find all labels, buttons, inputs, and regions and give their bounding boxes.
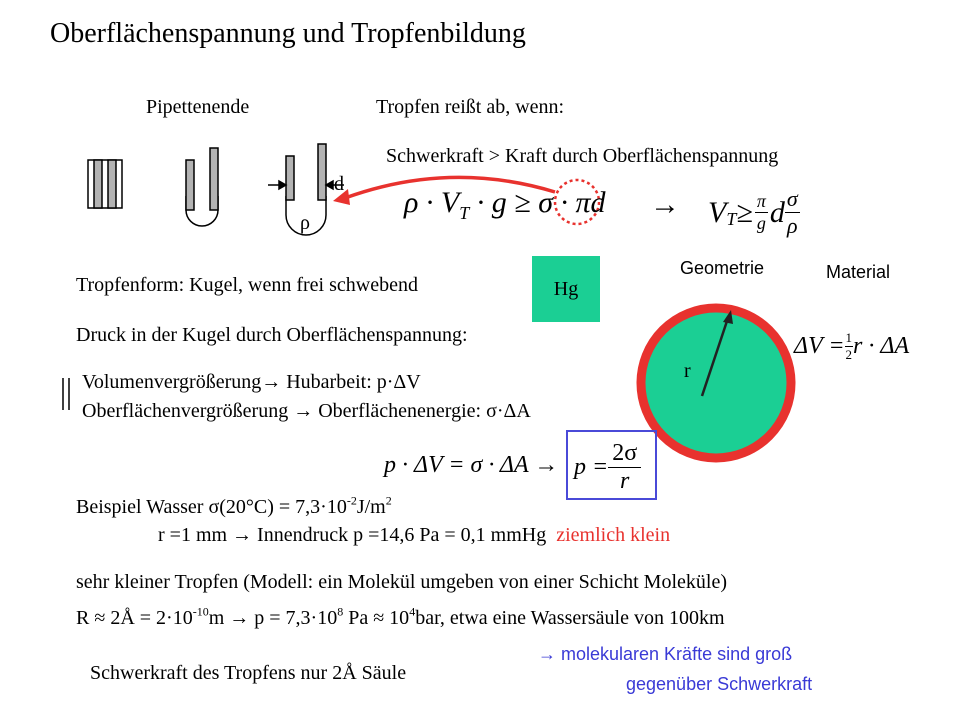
ziemlich-klein: ziemlich klein <box>556 524 671 546</box>
radius-label: r <box>684 360 691 382</box>
druck-text: Druck in der Kugel durch Oberflächenspannung: <box>76 324 468 346</box>
pipettenende-label: Pipettenende <box>146 96 250 118</box>
pipette-2 <box>186 148 218 226</box>
pressure-result: p = $\frac{2\sigma}{r}$ <box>574 440 641 495</box>
oberflaeche-text: Oberflächenvergrößerung → Oberflächenenergie: σ·ΔA <box>82 400 531 422</box>
page-title: Oberflächenspannung und Tropfenbildung <box>50 18 526 49</box>
r1mm-text: r =1 mm → Innendruck p =14,6 Pa = 0,1 mmHg ziemlich klein <box>158 524 671 546</box>
tropfenform-text: Tropfenform: Kugel, wenn frei schwebend <box>76 274 418 296</box>
droplet-sphere <box>641 308 791 458</box>
schwerkraft-tropfen-text: Schwerkraft des Tropfens nur 2Å Säule <box>90 662 407 684</box>
rho-label: ρ <box>300 212 310 234</box>
tropfen-reisst-label: Tropfen reißt ab, wenn: <box>376 96 565 118</box>
pipette-1 <box>88 160 122 208</box>
d-label: d <box>334 173 344 195</box>
molekular-line-2: gegenüber Schwerkraft <box>626 674 813 694</box>
volumen-text: Volumenvergrößerung→ Hubarbeit: p·ΔV <box>82 371 421 393</box>
implies-arrow: → <box>650 188 680 221</box>
R-text: R ≈ 2Å = $2\cdot 10^{-10}m \to p = 7,3\cdot 10^8$ $Pa \approx 10^4bar$, etwa eine Wassersäule von 100km <box>76 604 725 629</box>
force-balance-equation: $\rho \cdot V_T \cdot g \ge \sigma \cdot \pi d$ <box>404 186 606 223</box>
sehr-klein-text: sehr kleiner Tropfen (Modell: ein Molekül umgeben von einer Schicht Moleküle) <box>76 571 727 593</box>
schwerkraft-condition: Schwerkraft > Kraft durch Oberflächenspannung <box>386 145 779 167</box>
molekular-line-1: → molekularen Kräfte sind groß <box>538 644 793 664</box>
dv-equation: ΔV = $\frac{1}{2}$ r · ΔA <box>794 330 910 362</box>
material-label: Material <box>826 262 891 282</box>
pressure-equation: p · ΔV = σ · ΔA → <box>384 452 559 478</box>
hg-box: Hg <box>532 256 600 322</box>
volume-equation: V $_T$ ≥ $\frac{\pi}{g}$ d σ ρ <box>708 186 798 238</box>
geometrie-label: Geometrie <box>680 258 765 278</box>
beispiel-text: Beispiel Wasser $\sigma(20^\circ C) = 7,3\cdot 10^{-2}J/m^2$ <box>76 493 392 518</box>
